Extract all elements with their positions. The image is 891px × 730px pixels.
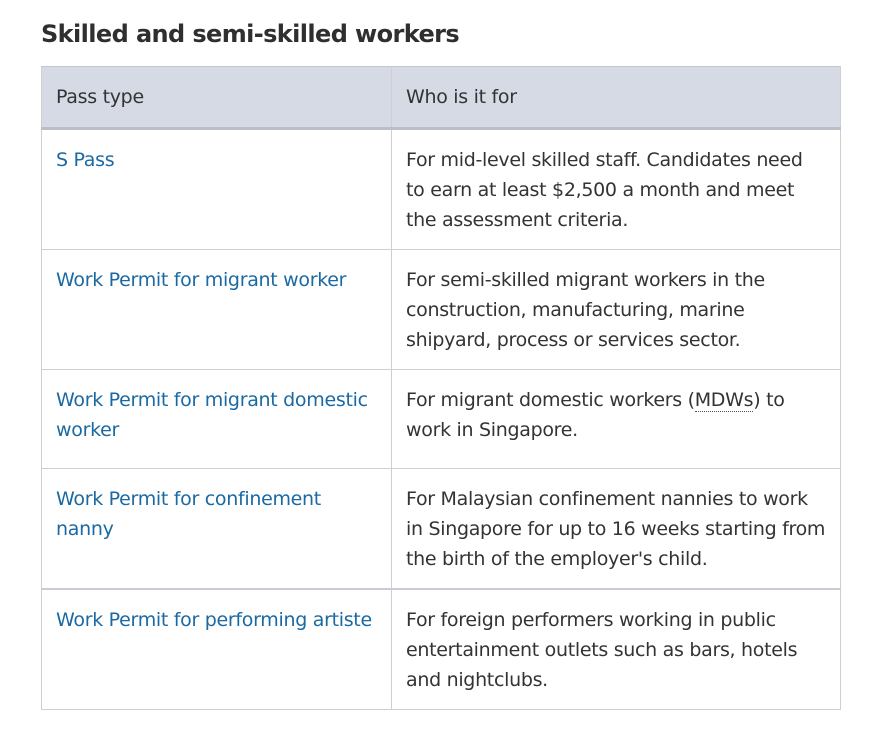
pass-type-cell [42,129,392,250]
description-cell: For foreign performers working in public entertainment outlets such as bars, hotels and nightclubs. [392,589,841,710]
mdws-abbreviation[interactable]: MDWs [694,389,754,411]
table-row [42,129,841,250]
description-cell: For mid-level skilled staff. Candidates need to earn at least $2,500 a month and meet the assessment criteria. [392,129,841,250]
description-cell: For semi-skilled migrant workers in the construction, manufacturing, marine shipyard, process or services sector. [392,250,841,370]
description-cell [392,370,841,469]
pass-types-table [41,66,841,710]
table-header-row [42,67,841,129]
description-text-before: For migrant domestic workers ( [406,389,695,411]
table-row [42,469,841,590]
table-row [42,589,841,710]
work-permit-migrant-worker-link[interactable]: Work Permit for migrant worker [56,269,347,291]
pass-type-cell [42,469,392,590]
pass-type-cell [42,589,392,710]
s-pass-link[interactable]: S Pass [56,149,115,171]
work-permit-migrant-domestic-worker-link[interactable]: Work Permit for migrant domestic worker [56,389,368,441]
page-title: Skilled and semi-skilled workers [41,20,460,48]
work-permit-performing-artiste-link[interactable]: Work Permit for performing artiste [56,609,372,631]
column-header-who-is-it-for: Who is it for [392,67,841,129]
table-row [42,370,841,469]
pass-type-cell [42,250,392,370]
description-cell: For Malaysian confinement nannies to work in Singapore for up to 16 weeks starting from the birth of the employer's child. [392,469,841,590]
table-row [42,250,841,370]
description-text-after: ) to work in Singapore. [406,389,785,441]
pass-type-cell [42,370,392,469]
work-permit-confinement-nanny-link[interactable]: Work Permit for confinement nanny [56,488,321,540]
column-header-pass-type: Pass type [42,67,392,129]
